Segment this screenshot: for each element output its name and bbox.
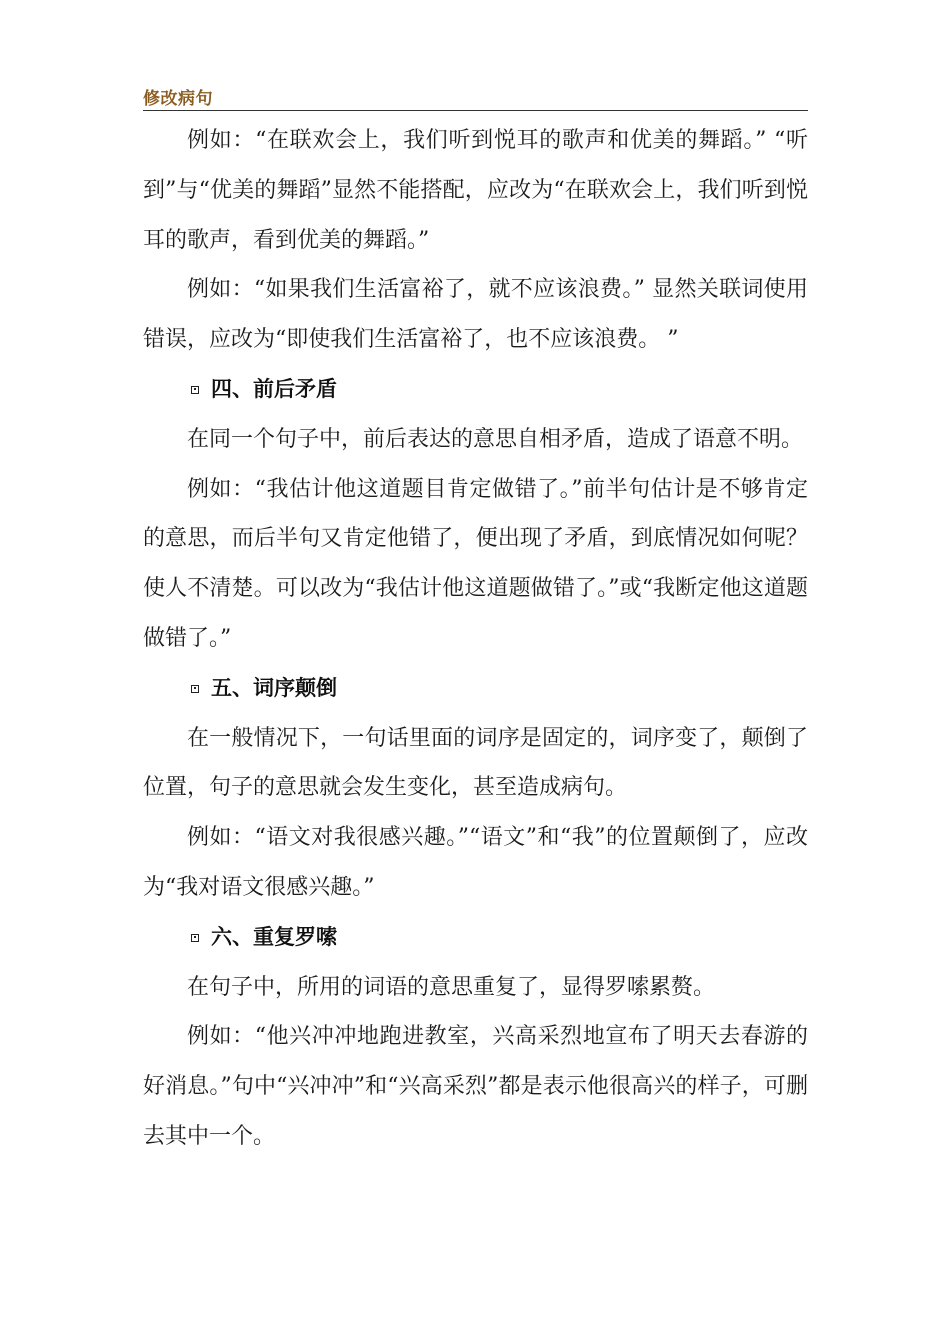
- section-heading: [143, 913, 808, 963]
- document-body: [143, 116, 808, 1162]
- square-bullet-icon: [191, 386, 199, 394]
- header-rule: [143, 110, 808, 111]
- section-heading-text: 五、词序颠倒: [211, 675, 337, 700]
- section-heading: [143, 664, 808, 714]
- running-header: 修改病句: [143, 89, 213, 109]
- paragraph: 例如：“我估计他这道题目肯定做错了。”前半句估计是不够肯定的意思，而后半句又肯定他错了，便出现了矛盾，到底情况如何呢？使人不清楚。可以改为“我估计他这道题做错了。”或“我断定他这道题做错了。”: [143, 476, 808, 651]
- paragraph: 例如：“如果我们生活富裕了，就不应该浪费。” 显然关联词使用错误，应改为“即使我们生活富裕了，也不应该浪费。 ”: [143, 277, 808, 353]
- section-heading: [143, 365, 808, 415]
- paragraph: 在一般情况下，一句话里面的词序是固定的，词序变了，颠倒了位置，句子的意思就会发生变化，甚至造成病句。: [143, 725, 808, 801]
- square-bullet-icon: [191, 934, 199, 942]
- section-heading-text: 六、重复罗嗦: [211, 924, 337, 949]
- paragraph: 例如：“语文对我很感兴趣。”“语文”和“我”的位置颠倒了，应改为“我对语文很感兴趣。”: [143, 825, 808, 900]
- square-bullet-icon: [191, 685, 199, 693]
- section-heading-text: 四、前后矛盾: [211, 376, 337, 401]
- paragraph: 在句子中，所用的词语的意思重复了，显得罗嗦累赘。: [187, 974, 716, 1000]
- paragraph: 例如：“他兴冲冲地跑进教室，兴高采烈地宣布了明天去春游的好消息。”句中“兴冲冲”和“兴高采烈”都是表示他很高兴的样子，可删去其中一个。: [143, 1024, 808, 1149]
- paragraph: 例如：“在联欢会上，我们听到悦耳的歌声和优美的舞蹈。” “听到”与“优美的舞蹈”显然不能搭配，应改为“在联欢会上，我们听到悦耳的歌声，看到优美的舞蹈。”: [143, 128, 808, 253]
- paragraph: 在同一个句子中，前后表达的意思自相矛盾，造成了语意不明。: [187, 426, 804, 452]
